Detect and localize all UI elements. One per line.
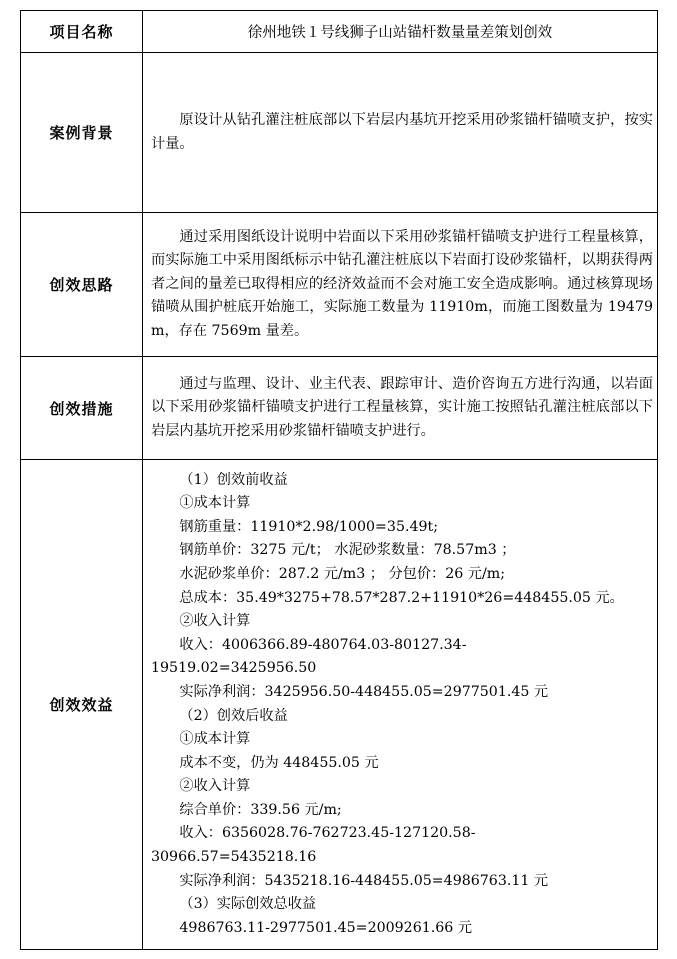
steel-weight: 钢筋重量：11910*2.98/1000=35.49t; <box>179 518 439 535</box>
income-line-1: 收入：4006366.89-480764.03-80127.34- <box>179 636 467 653</box>
row-approach <box>21 213 658 357</box>
steel-price: 钢筋单价：3275 元/t； 水泥砂浆数量：78.57m3 ； <box>179 542 516 559</box>
benefit-cell <box>143 460 658 950</box>
income2-line-1: 收入：6356028.76-762723.45-127120.58- <box>179 825 476 842</box>
row-project <box>21 11 658 53</box>
project-title: 徐州地铁１号线狮子山站锚杆数量量差策划创效 <box>143 11 658 53</box>
case-sheet <box>20 10 658 950</box>
approach-cell <box>143 213 658 357</box>
before-title: （1）创效前收益 <box>179 471 288 488</box>
row-benefit <box>21 460 658 950</box>
approach-text: 通过采用图纸设计说明中岩面以下采用砂浆锚杆锚喷支护进行工程量核算，而实际施工中采用图纸标示中钻孔灌注桩底以下岩面打设砂浆锚杆，以期获得两者之间的量差已取得相应的经济效益而不会对施工安全造成影响。通过核算现场锚喷从围护桩底开始施工，实际施工数量为 11910m，而施工图数量为 19479m，存在 7569m 量差。 <box>151 228 653 339</box>
background-label: 案例背景 <box>21 53 143 213</box>
measures-text: 通过与监理、设计、业主代表、跟踪审计、造价咨询五方进行沟通，以岩面以下采用砂浆锚杆锚喷支护进行工程量核算，实计施工按照钻孔灌注桩底部以下岩层内基坑开挖采用砂浆锚杆锚喷支护进行。 <box>151 375 653 439</box>
mortar-price: 水泥砂浆单价：287.2 元/m3 ； 分包价：26 元/m; <box>179 565 505 582</box>
benefit-label: 创效效益 <box>21 460 143 950</box>
project-label: 项目名称 <box>21 11 143 53</box>
total-cost: 总成本：35.49*3275+78.57*287.2+11910*26=448455.05 元。 <box>179 589 624 606</box>
unit-price: 综合单价：339.56 元/m; <box>179 801 342 818</box>
approach-label: 创效思路 <box>21 213 143 357</box>
income-title-2: ②收入计算 <box>179 778 251 795</box>
measures-cell <box>143 357 658 460</box>
row-background <box>21 53 658 213</box>
after-title: （2）创效后收益 <box>179 707 288 724</box>
background-text: 原设计从钻孔灌注桩底部以下岩层内基坑开挖采用砂浆锚杆锚喷支护，按实计量。 <box>151 111 653 152</box>
cost-title-2: ①成本计算 <box>179 731 251 748</box>
total-line: 4986763.11-2977501.45=2009261.66 元 <box>179 919 473 936</box>
net-profit-after: 实际净利润：5435218.16-448455.05=4986763.11 元 <box>179 872 549 889</box>
income-line-2: 19519.02=3425956.50 <box>151 660 317 677</box>
total-title: （3）实际创效总收益 <box>179 896 317 913</box>
income-title: ②收入计算 <box>179 613 251 630</box>
background-cell <box>143 53 658 213</box>
measures-label: 创效措施 <box>21 357 143 460</box>
row-measures <box>21 357 658 460</box>
case-table <box>20 10 658 950</box>
net-profit-before: 实际净利润：3425956.50-448455.05=2977501.45 元 <box>179 683 549 700</box>
income2-line-2: 30966.57=5435218.16 <box>151 849 317 866</box>
cost-unchanged: 成本不变，仍为 448455.05 元 <box>179 754 379 771</box>
cost-title: ①成本计算 <box>179 495 251 512</box>
